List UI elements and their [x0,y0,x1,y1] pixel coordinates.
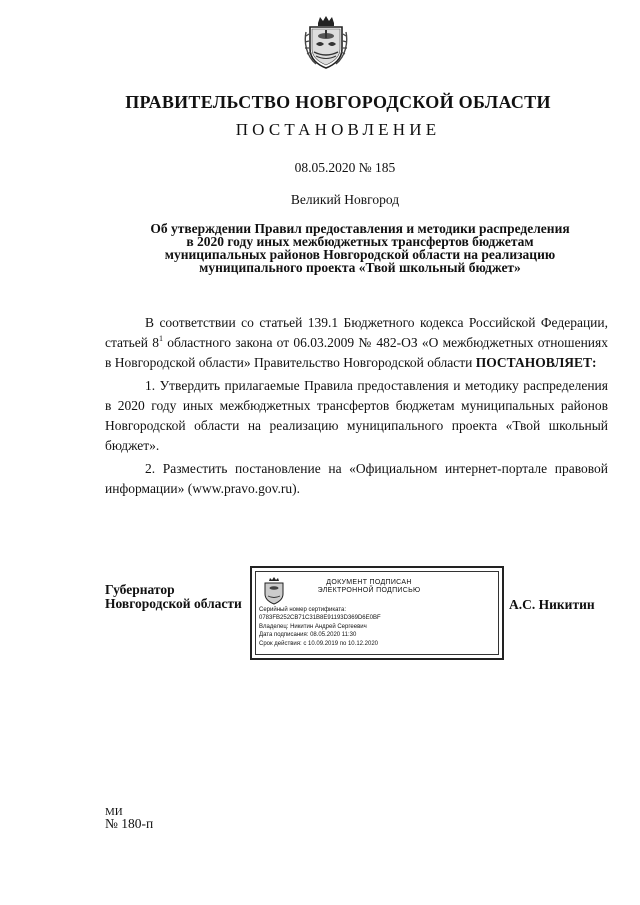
subject-line: в 2020 году иных межбюджетных трансфертов бюджетам [186,234,534,249]
intro-text-a: В соответствии со статьей 139.1 Бюджетного кодекса Российской Федерации, статьей 8 [105,315,608,350]
resolves-keyword: ПОСТАНОВЛЯЕТ: [475,355,597,370]
signatory-name: А.С. Никитин [509,597,595,612]
certificate-owner: Владелец: Никитин Андрей Сергеевич [259,623,367,630]
position-line: Новгородской области [105,596,242,611]
subject-line: муниципальных районов Новгородской области на реализацию [164,247,556,262]
electronic-signature-stamp [250,566,504,660]
stamp-details [259,606,381,648]
stamp-heading-line: ЭЛЕКТРОННОЙ ПОДПИСЬЮ [317,587,421,594]
executor-initials: МИ [105,806,123,818]
document-date-number: 08.05.2020 № 185 [294,160,396,175]
document-reference [105,806,153,830]
signing-date: Дата подписания: 08.05.2020 11:30 [259,632,357,639]
certificate-label: Серийный номер сертификата: [259,607,347,613]
coat-of-arms-emblem [304,14,348,72]
signatory-position [105,583,242,611]
document-subject [105,222,615,274]
certificate-value: 0783FB252CB71C31B8E91193D369D6E0BF [259,615,381,622]
stamp-heading [294,579,444,595]
document-type: ПОСТАНОВЛЕНИЕ [235,120,441,139]
document-body [105,313,608,499]
certificate-validity: Срок действия: с 10.09.2019 по 10.12.2020 [259,640,379,647]
intro-superscript: 1 [158,334,163,343]
subject-line: Об утверждении Правил предоставления и методики распределения [150,221,570,236]
government-title: ПРАВИТЕЛЬСТВО НОВГОРОДСКОЙ ОБЛАСТИ [125,92,551,112]
position-line: Губернатор [105,582,175,597]
intro-text-b: областного закона от 06.03.2009 № 482-ОЗ «О межбюджетных отношениях в Новгородской области» Правительство Новгородской области [105,335,608,370]
stamp-emblem-icon [262,576,286,606]
item-1-paragraph: 1. Утвердить прилагаемые Правила предоставления и методику распределения в 2020 году иных межбюджетных трансфертов бюджетам муниципальных районов Новгородской области на реализацию муниципального проекта «Твой школьный бюджет». [105,378,608,453]
intro-paragraph [105,313,608,373]
subject-line: муниципального проекта «Твой школьный бюджет» [199,260,521,275]
document-city: Великий Новгород [290,192,400,207]
stamp-heading-line: ДОКУМЕНТ ПОДПИСАН [326,579,412,586]
reference-number: № 180-п [105,816,154,831]
item-2-paragraph: 2. Разместить постановление на «Официальном интернет-портале правовой информации» (www.pravo.gov.ru). [105,461,608,496]
